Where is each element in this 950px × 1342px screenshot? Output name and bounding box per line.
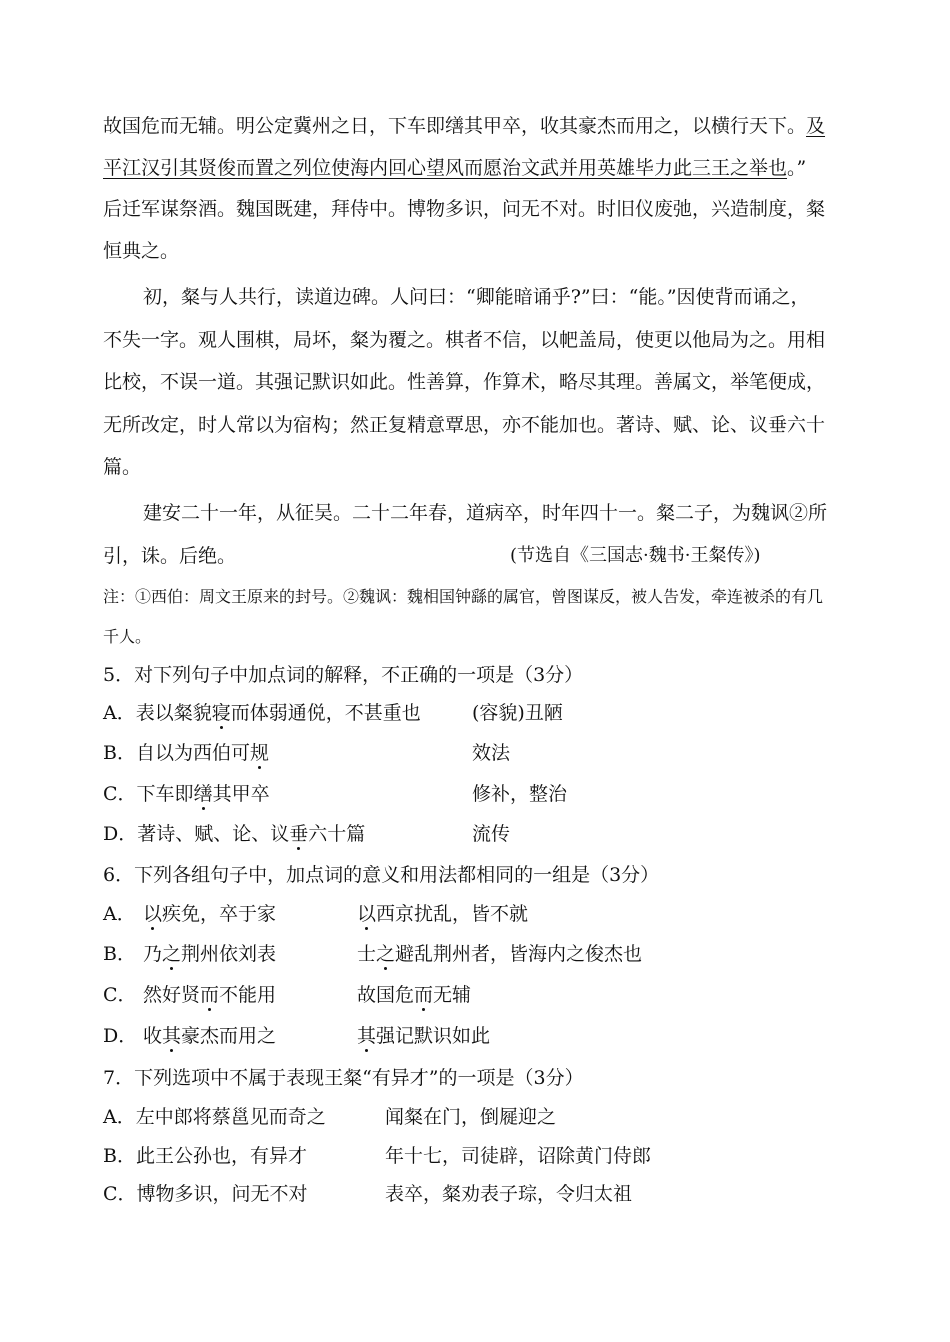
q5-option-a [103,701,421,725]
question-6-stem: 6．下列各组句子中，加点词的意义和用法都相同的一组是（3分） [103,864,660,886]
option-text: 乃 [143,943,163,965]
q7-option-c-right: 表卒，粲劝表子琮，令归太祖 [385,1183,633,1205]
option-text: D．著诗、赋、论、议 [103,823,290,845]
option-text: 不能用 [219,984,277,1006]
dotted-word: 其 [162,1025,182,1047]
passage-line: 无所改定，时人常以为宿构；然正复精意覃思，亦不能加也。著诗、赋、论、议垂六十 [103,414,826,436]
q7-option-a-left: A．左中郎将蔡邕见而奇之 [103,1106,326,1128]
q5-option-b [103,741,269,765]
option-text: A．表以粲貌 [103,702,212,724]
q5-option-d-explanation: 流传 [472,823,511,845]
q5-option-b-explanation: 效法 [472,742,511,764]
q5-option-a-explanation: (容貌)丑陋 [472,702,563,724]
passage-line: 比校，不误一道。其强记默识如此。性善算，作算术，略尽其理。善属文，举笔便成， [103,371,826,393]
q7-option-c-left: C．博物多识，问无不对 [103,1183,308,1205]
option-text: 强记默识如此 [376,1025,491,1047]
q6-option-c-label: C． [103,984,137,1006]
dotted-word: 缮 [193,783,213,805]
passage-text: 。” [787,157,807,179]
dotted-word: 垂 [289,823,309,845]
underlined-sentence: 平江汉引其贤俊而置之列位使海内回心望风而愿治文武并用英雄毕力此三王之举也 [103,157,788,179]
q5-option-c-explanation: 修补，整治 [472,783,568,805]
footnote-line: 千人。 [103,627,152,646]
option-text: B．自以为西伯可 [103,742,250,764]
dotted-word: 而 [414,984,434,1006]
q6-option-a-left [143,902,276,926]
option-text: 然好贤 [143,984,201,1006]
passage-line: 后迁军谋祭酒。魏国既建，拜侍中。博物多识，问无不对。时旧仪废弛，兴造制度，粲 [103,198,826,220]
question-5-stem: 5．对下列句子中加点词的解释，不正确的一项是（3分） [103,664,584,686]
passage-line: 初，粲与人共行，读道边碑。人问曰：“卿能暗诵乎?”曰：“能。”因使背而诵之， [143,286,810,308]
option-text: 避乱荆州者，皆海内之俊杰也 [395,943,643,965]
footnote-line: 注：①西伯：周文王原来的封号。②魏讽：魏相国钟繇的属官，曾图谋反，被人告发，牵连被杀的有几 [103,587,824,606]
option-text: C．下车即 [103,783,194,805]
dotted-word: 之 [162,943,182,965]
passage-line: 建安二十一年，从征吴。二十二年春，道病卒，时年四十一。粲二子，为魏讽②所 [143,502,828,524]
q6-option-b-label: B． [103,943,136,965]
underlined-text: 及 [806,115,826,137]
dotted-word: 寝 [211,702,231,724]
option-text: 豪杰而用之 [181,1025,277,1047]
q6-option-b-left [143,942,276,966]
q6-option-c-right [357,983,471,1007]
passage-line: 不失一字。观人围棋，局坏，粲为覆之。棋者不信，以帊盖局，使更以他局为之。用相 [103,329,826,351]
q5-option-c [103,782,270,806]
q6-option-d-label: D． [103,1025,138,1047]
question-7-stem: 7．下列选项中不属于表现王粲“有异才”的一项是（3分） [103,1067,584,1089]
dotted-word: 以 [143,903,163,925]
passage-line: 篇。 [103,456,142,478]
passage-line: 引，诛。后绝。 [103,545,237,567]
dotted-word: 以 [357,903,377,925]
q6-option-c-left [143,983,276,1007]
dotted-word: 其 [357,1025,377,1047]
dotted-word: 而 [200,984,220,1006]
option-text: 故国危 [357,984,415,1006]
option-text: 六十篇 [308,823,366,845]
passage-text: 故国危而无辅。明公定冀州之日，下车即缮其甲卒，收其豪杰而用之，以横行天下。 [103,115,807,137]
option-text: 士 [357,943,377,965]
passage-line: 恒典之。 [103,240,180,262]
q6-option-d-left [143,1024,276,1048]
q7-option-b-right: 年十七，司徒辟，诏除黄门侍郎 [385,1145,652,1167]
q5-option-d [103,822,365,846]
option-text: 西京扰乱，皆不就 [376,903,529,925]
passage-line [103,156,806,180]
q7-option-a-right: 闻粲在门，倒屣迎之 [385,1106,557,1128]
dotted-word: 规 [249,742,269,764]
option-text: 荆州依刘表 [181,943,277,965]
q6-option-d-right [357,1024,490,1048]
passage-line [103,114,825,138]
dotted-word: 之 [376,943,396,965]
q6-option-a-right [357,902,528,926]
q6-option-a-label: A． [103,903,136,925]
q7-option-b-left: B．此王公孙也，有异才 [103,1145,307,1167]
option-text: 无辅 [433,984,472,1006]
q6-option-b-right [357,942,642,966]
option-text: 而体弱通侻，不甚重也 [230,702,421,724]
option-text: 收 [143,1025,163,1047]
source-citation: (节选自《三国志·魏书·王粲传》) [510,545,761,566]
option-text: 疾免，卒于家 [162,903,277,925]
option-text: 其甲卒 [212,783,270,805]
